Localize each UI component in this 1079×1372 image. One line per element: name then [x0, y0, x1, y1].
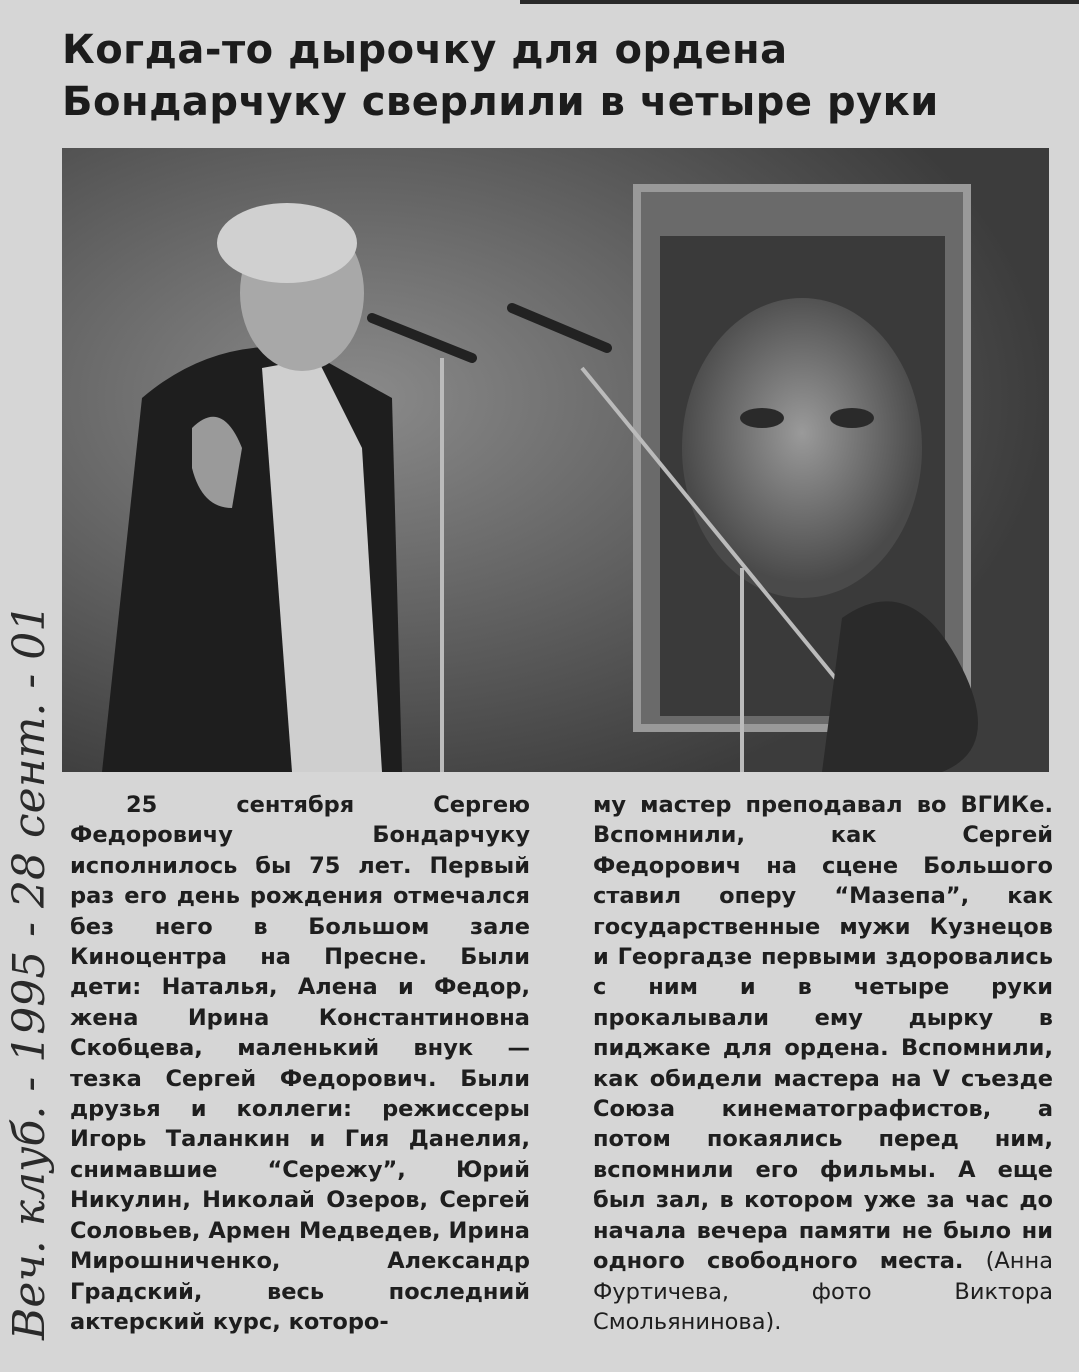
handwritten-note: Веч. клуб. - 1995 - 28 сент. - 01 — [4, 603, 55, 1340]
headline-line-2: Бондарчуку сверлили в четыре руки — [62, 79, 939, 125]
photo-illustration — [62, 148, 1049, 772]
headline-line-1: Когда-то дырочку для ордена — [62, 27, 788, 73]
headline — [62, 24, 1052, 128]
body-column-left: 25 сентября Сергею Федоровичу Бондарчуку исполнилось бы 75 лет. Первый раз его день рождения отмечался без него в Большом зале Киноцентра на Пресне. Были дети: Наталья, Алена и Федор, жена Ирина Константиновна Скобцева, маленький внук — тезка Сергей Федорович. Были друзья и коллеги: режиссеры Игорь Таланкин и Гия Данелия, снимавшие “Сережу”, Юрий Никулин, Николай Озеров, Сергей Соловьев, Армен Медведев, Ирина Мирошниченко, Александр Градский, весь последний актерский курс, которо- — [70, 792, 530, 1335]
clipping-edge — [520, 0, 1079, 4]
portrait-face — [682, 298, 922, 598]
photo-credit: (Анна Фуртичева, фото Виктора Смольянинова). — [593, 1248, 1053, 1335]
body-right-text: му мастер преподавал во ВГИКе. Вспомнили, как Сергей Федорович на сцене Большого ставил оперу “Мазепа”, как государственные мужи Кузнецов и Георгадзе первыми здоровались с ним и в четыре руки прокалывали ему дырку в пиджаке для ордена. Вспомнили, как обидели мастера на V съезде Союза кинематографистов, а потом покаялись перед ним, вспомнили его фильмы. А еще был зал, в котором уже за час до начала вечера памяти не было ни одного свободного места. — [593, 792, 1053, 1275]
article-photo — [62, 148, 1049, 772]
body-column-right — [593, 790, 1053, 1337]
